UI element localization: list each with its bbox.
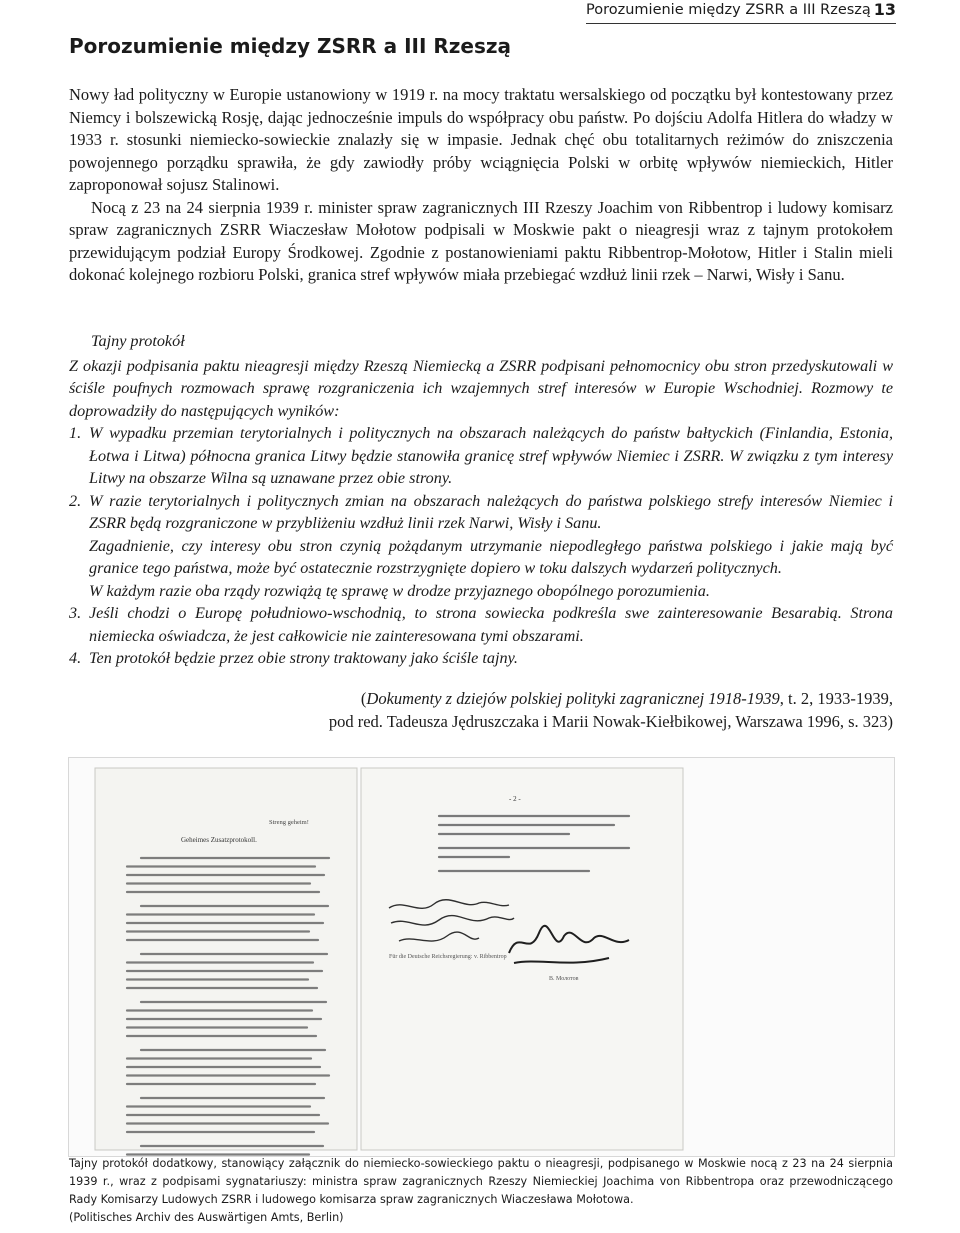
article-title: Porozumienie między ZSRR a III Rzeszą — [69, 34, 512, 58]
point-number: 1. — [69, 424, 82, 442]
point-text: Zagadnienie, czy interesy obu stron czynią pożądanym utrzymanie niepodległego państwa polskiego i jakie mają być granice tego państwa, może być ostatecznie rozstrzygnięte dopiero w toku dalszych wydarzeń politycznych. — [89, 536, 893, 577]
source-editors: pod red. Tadeusza Jędruszczaka i Marii Nowak-Kiełbikowej, Warszawa 1996, s. 323) — [328, 711, 893, 731]
source-book-title: Dokumenty z dziejów polskiej polityki zagranicznej 1918-1939 — [366, 689, 780, 708]
caption-credit: (Politisches Archiv des Auswärtigen Amts, Berlin) — [69, 1211, 344, 1224]
protocol-scan-image — [69, 758, 894, 1156]
running-header — [586, 0, 896, 24]
page-number: 13 — [873, 0, 896, 19]
caption-text: Tajny protokół dodatkowy, stanowiący załącznik do niemiecko-sowieckiego paktu o nieagresji, podpisanego w Moskwie nocą z 23 na 24 sierpnia 1939 r., wraz z podpisami sygnatariuszy: ministra spraw zagranicznych Rzeszy Niemieckiej Joachima von Ribbentropa oraz przewodniczącego Rady Komisarzy Ludowych ZSRR i ludowego komisarza spraw zagranicznych Wiaczesława Mołotowa. — [69, 1157, 893, 1206]
point-text: Ten protokół będzie przez obie strony traktowany jako ściśle tajny. — [89, 649, 518, 667]
photo-caption — [69, 1155, 893, 1227]
source-volume: , t. 2, 1933-1939, — [779, 689, 893, 708]
intro-paragraph-2: Nocą z 23 na 24 sierpnia 1939 r. minister spraw zagranicznych III Rzeszy Joachim von Ribbentrop i ludowy komisarz spraw zagranicznych ZSRR Wiaczesław Mołotow podpisali w Moskwie pakt o nieagresji wraz z tajnym protokołem przewidującym podział Europy Środkowej. Zgodnie z postanowieniami paktu Ribbentrop-Mołotow, Hitler i Stalin mieli dokonać kolejnego rozbioru Polski, granica stref wpływów miała przebiegać wzdłuż linii rzek – Narwi, Wisły i Sanu. — [69, 197, 893, 284]
source-open: ( — [360, 689, 367, 708]
source-citation — [200, 688, 893, 733]
protocol-points — [69, 422, 893, 670]
page1-header: Streng geheim! — [269, 819, 309, 826]
point-number: 2. — [69, 491, 82, 510]
document-photo — [68, 757, 895, 1157]
page1-title: Geheimes Zusatzprotokoll. — [181, 836, 257, 844]
intro-paragraph-1: Nowy ład polityczny w Europie ustanowiony w 1919 r. na mocy traktatu wersalskiego od początku był kontestowany przez Niemcy i bolszewicką Rosję, dając jednocześnie impuls do współpracy obu państw. Po dojściu Adolfa Hitlera do władzy w 1933 r. stosunki niemiecko-sowieckie znalazły się w impasie. Jednak chęć obu totalitarnych reżimów do zniszczenia powojennego porządku sprawiła, że gdy zawiodły próby wciągnięcia Polski w orbitę wpływów niemieckich, Hitler zaproponował sojusz Stalinowi. — [69, 85, 893, 194]
protocol-point-1 — [69, 422, 893, 490]
page2-number: - 2 - — [509, 795, 521, 803]
protocol-point-4 — [69, 647, 893, 670]
point-text: W razie terytorialnych i politycznych zmian na obszarach należących do państwa polskiego strefy interesów Niemiec i ZSRR będą rozgraniczone w przybliżeniu wzdłuż linii rzek Narwi, Wisły i Sanu. — [89, 491, 893, 532]
secret-protocol-quote — [69, 330, 893, 670]
protocol-page-2 — [361, 768, 683, 1150]
point-text: W każdym razie oba rządy rozwiążą tę sprawę w drodze przyjaznego obopólnego porozumienia. — [89, 581, 710, 600]
point-text: Jeśli chodzi o Europę południowo-wschodnią, to strona sowiecka podkreśla swe zainteresowanie Besarabią. Strona niemiecka oświadcza, że jest całkowicie nie zainteresowana tymi obszarami. — [89, 604, 893, 645]
protocol-page-1 — [95, 768, 357, 1156]
running-title: Porozumienie między ZSRR a III Rzeszą — [586, 1, 871, 18]
point-text: W wypadku przemian terytorialnych i politycznych na obszarach należących do państw bałtyckich (Finlandia, Estonia, Łotwa i Litwa) północna granica Litwy będzie stanowiła granicę stref wpływów Niemiec i ZSRR. W związku z tym interesy Litwy na obszarze Wilna są uznawane przez obie strony. — [89, 424, 893, 487]
protocol-point-2 — [69, 490, 893, 603]
protocol-intro: Z okazji podpisania paktu nieagresji między Rzeszą Niemiecką a ZSRR podpisani pełnomocnicy obu stron przedyskutowali w ściśle poufnych rozmowach sprawę rozgraniczenia ich wzajemnych stref interesów w Europie Wschodniej. Rozmowy te doprowadziły do następujących wyników: — [69, 356, 893, 420]
article-body — [69, 84, 893, 287]
signature-right-label: В. Молотов — [549, 976, 579, 982]
point-number: 3. — [69, 604, 82, 622]
protocol-point-3 — [69, 602, 893, 647]
protocol-title: Tajny protokół — [91, 332, 185, 350]
signature-left-label: Für die Deutsche Reichsregierung: v. Ribbentrop — [389, 954, 507, 960]
point-number: 4. — [69, 649, 82, 667]
